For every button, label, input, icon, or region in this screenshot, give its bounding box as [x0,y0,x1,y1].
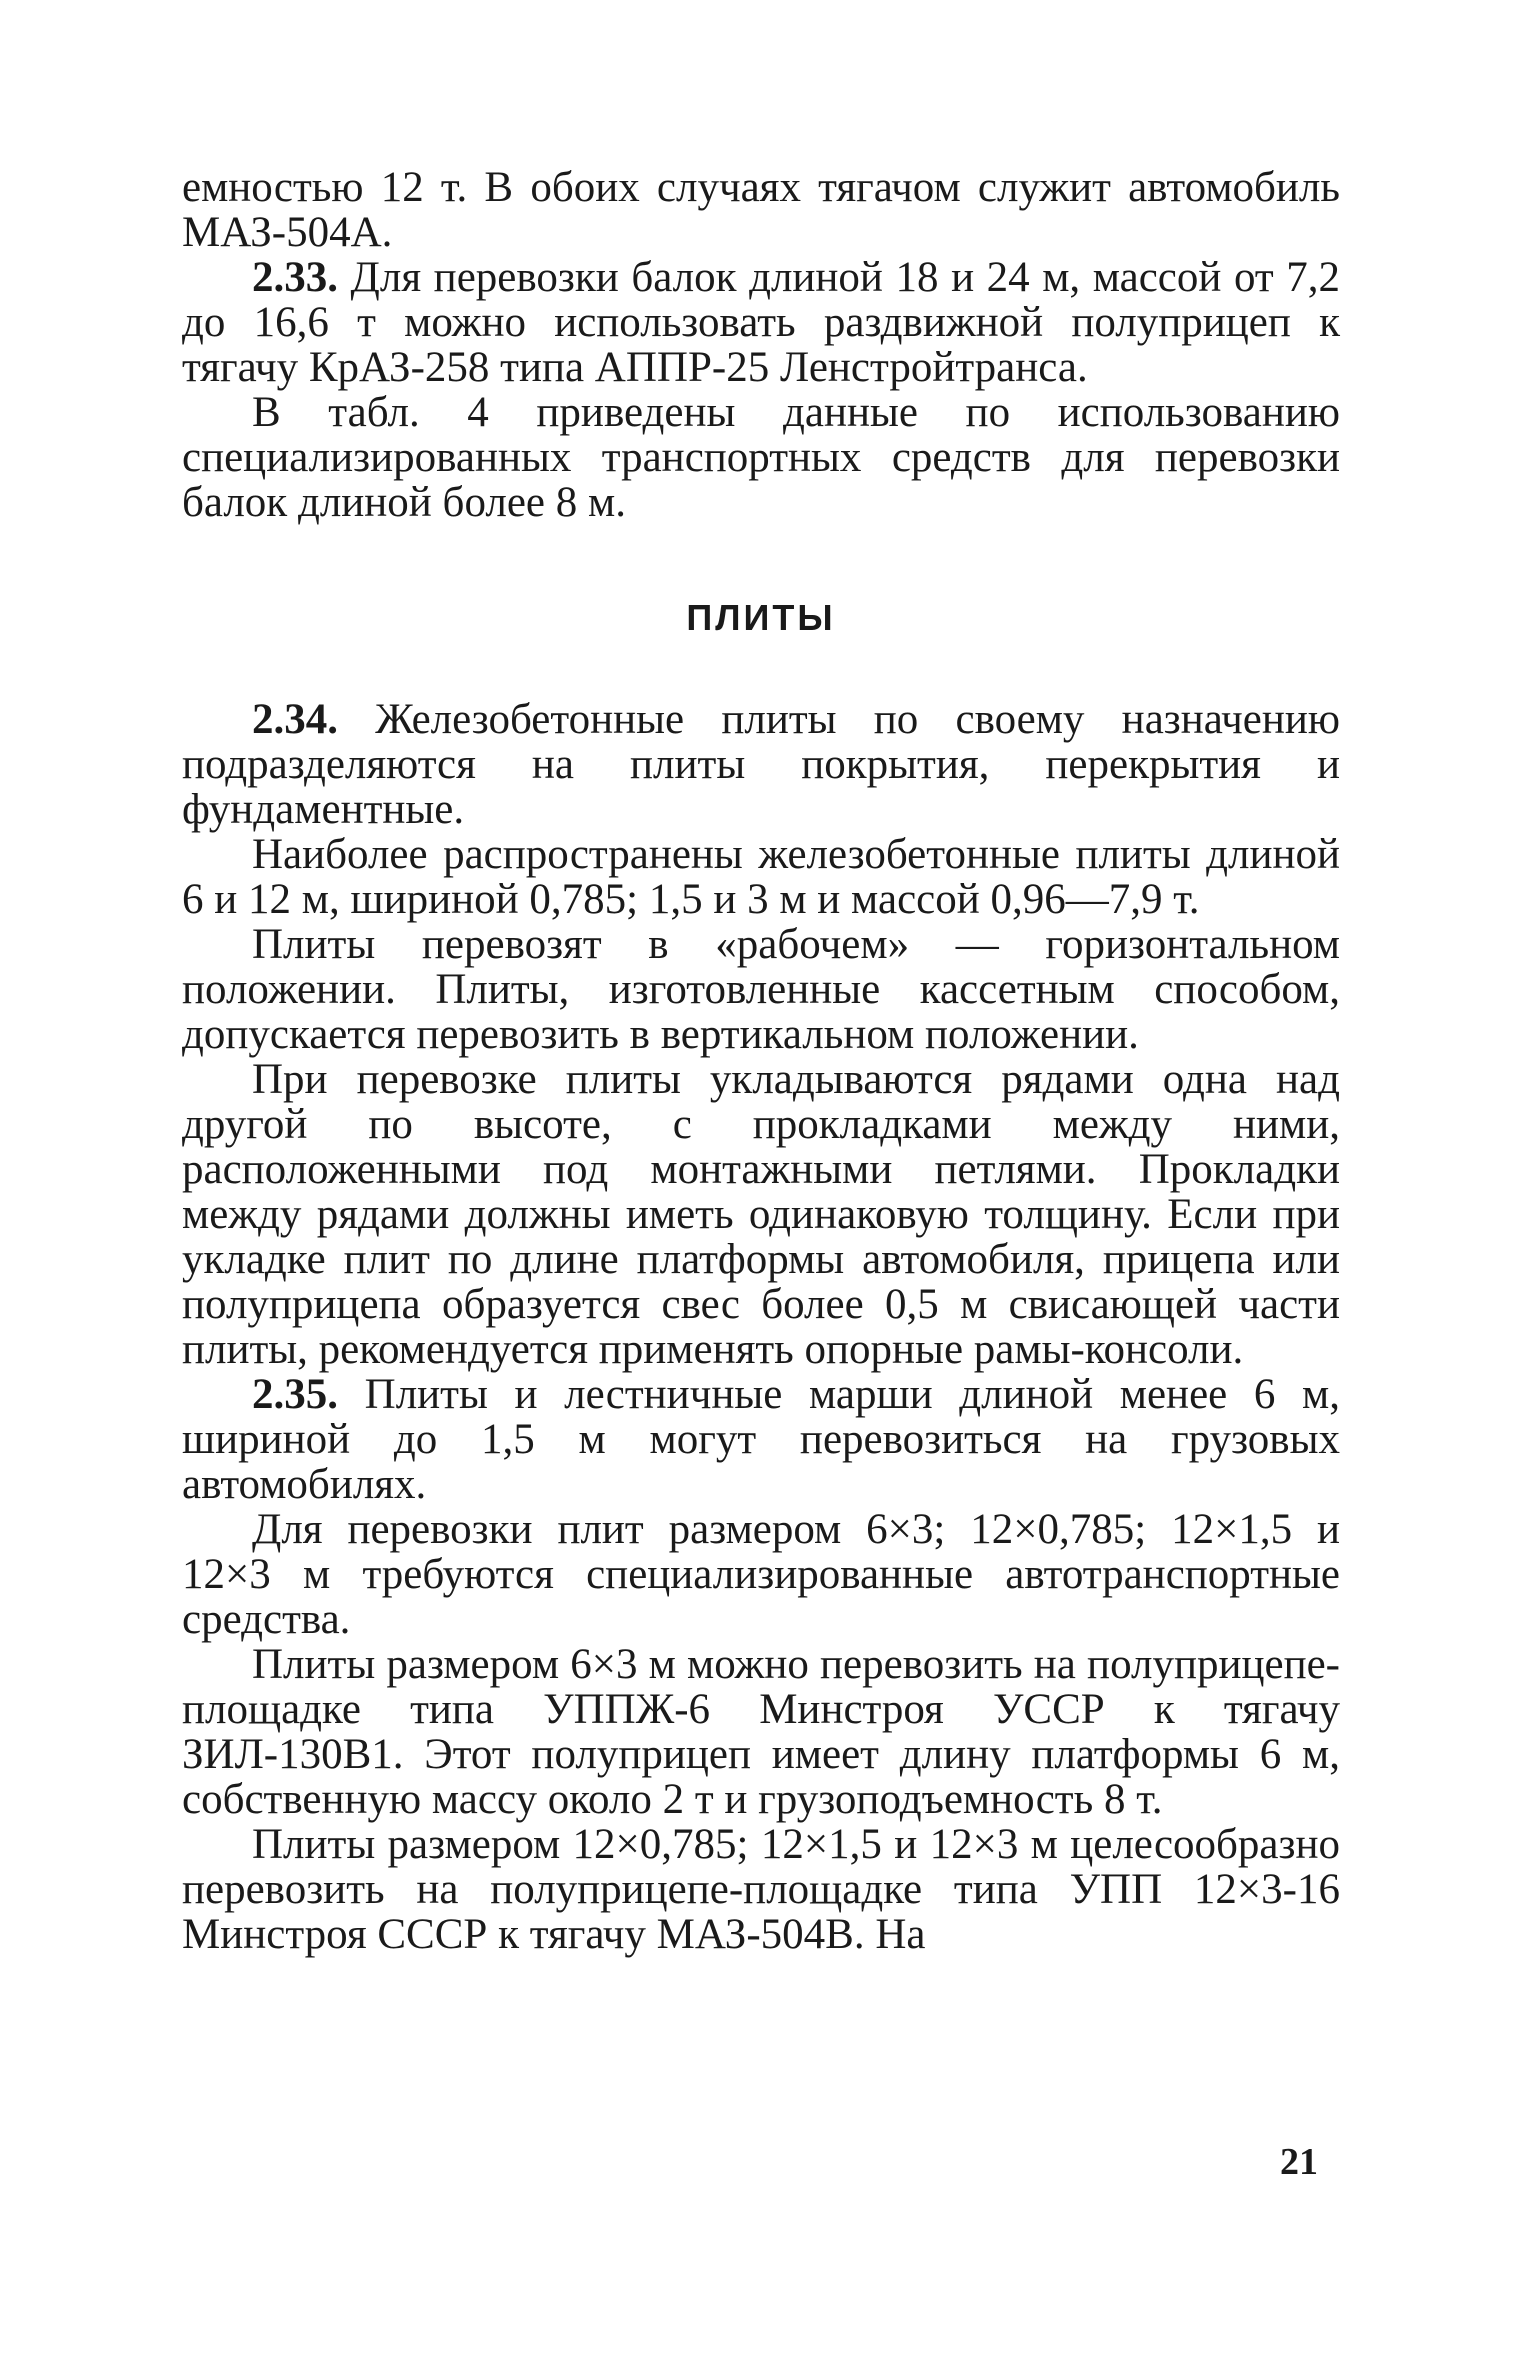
paragraph-continuation [182,165,1340,255]
paragraph-2-34 [182,697,1340,832]
paragraph-text: Для перевозки плит размером 6×3; 12×0,785; 12×1,5 и 12×3 м требуются специализированные автотранспортные средства. [182,1506,1340,1643]
paragraph-uppzh-6 [182,1642,1340,1822]
paragraph-2-33 [182,255,1340,390]
clause-number: 2.33. [252,254,338,301]
paragraph-text: Плиты размером 12×0,785; 12×1,5 и 12×3 м целесообразно перевозить на полуприцепе-площадке типа УПП 12×3-16 Минстроя СССР к тягачу МАЗ-504В. На [182,1821,1340,1958]
clause-number: 2.35. [252,1371,338,1418]
page-number: 21 [1280,2141,1318,2183]
paragraph-text: При перевозке плиты укладываются рядами одна над другой по высоте, с прокладками между ними, расположенными под монтажными петлями. Прокладки между рядами должны иметь одинаковую толщину. Если при укладке плит по длине платформы автомобиля, прицепа или полуприцепа образуется свес более 0,5 м свисающей части плиты, рекомендуется применять опорные рамы-консоли. [182,1056,1340,1373]
paragraph-specialized-vehicles [182,1507,1340,1642]
paragraph-transport-position [182,922,1340,1057]
paragraph-text: Плиты перевозят в «рабочем» — горизонтальном положении. Плиты, изготовленные кассетным способом, допускается перевозить в вертикальном положении. [182,921,1340,1058]
paragraph-text: Для перевозки балок длиной 18 и 24 м, массой от 7,2 до 16,6 т можно использовать раздвижной полуприцеп к тягачу КрАЗ-258 типа АППР-25 Ленстройтранса. [182,254,1340,391]
paragraph-text: В табл. 4 приведены данные по использованию специализированных транспортных средств для перевозки балок длиной более 8 м. [182,389,1340,526]
paragraph-stacking [182,1057,1340,1372]
page-body [182,165,1340,1957]
paragraph-text: Плиты размером 6×3 м можно перевозить на полуприцепе-площадке типа УППЖ-6 Минстроя УССР к тягачу ЗИЛ-130В1. Этот полуприцеп имеет длину платформы 6 м, собственную массу около 2 т и грузоподъемность 8 т. [182,1641,1340,1823]
paragraph-table-ref [182,390,1340,525]
clause-number: 2.34. [252,696,338,743]
section-heading: ПЛИТЫ [686,597,836,638]
paragraph-text: емностью 12 т. В обоих случаях тягачом служит автомобиль МАЗ-504А. [182,164,1340,256]
paragraph-text: Наиболее распространены железобетонные плиты длиной 6 и 12 м, шириной 0,785; 1,5 и 3 м и массой 0,96—7,9 т. [182,831,1340,923]
paragraph-text: Плиты и лестничные марши длиной менее 6 м, шириной до 1,5 м могут перевозиться на грузовых автомобилях. [182,1371,1340,1508]
paragraph-2-35 [182,1372,1340,1507]
paragraph-text: Железобетонные плиты по своему назначению подразделяются на плиты покрытия, перекрытия и фундаментные. [182,696,1340,833]
paragraph-upp-12x3 [182,1822,1340,1957]
paragraph-common-sizes [182,832,1340,922]
